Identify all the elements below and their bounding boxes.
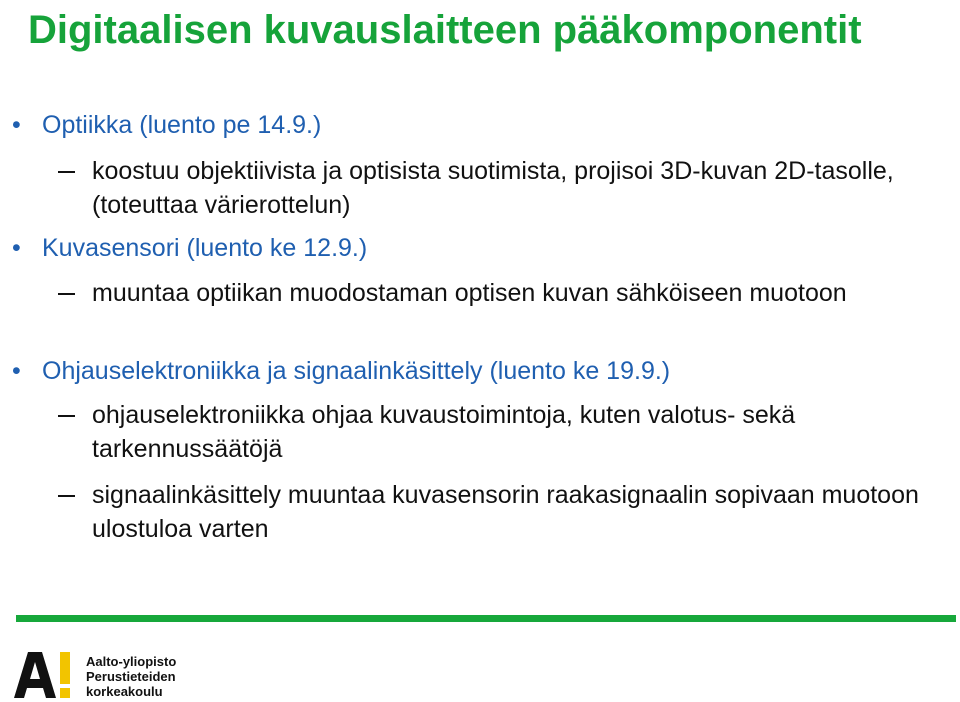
logo-text — [86, 654, 176, 699]
bullet-symbol: • — [12, 357, 21, 385]
bullet-heading: Optiikka (luento pe 14.9.) — [42, 111, 322, 139]
sub-item-text: ohjauselektroniikka ohjaa kuvaustoimintoja, kuten valotus- sekä tarkennussäätöjä — [92, 401, 796, 463]
bullet-heading: Kuvasensori (luento ke 12.9.) — [42, 234, 368, 262]
dash-marker — [58, 415, 75, 417]
sub-item-text: koostuu objektiivista ja optisista suotimista, projisoi 3D-kuvan 2D-tasolle, (toteuttaa värierottelun) — [92, 157, 894, 219]
logo-line-school-1: Perustieteiden — [86, 669, 176, 684]
logo-line-school-2: korkeakoulu — [86, 684, 163, 699]
dash-marker — [58, 171, 75, 173]
dash-marker — [58, 293, 75, 295]
sub-item-text: muuntaa optiikan muodostaman optisen kuvan sähköiseen muotoon — [92, 279, 847, 307]
sub-item-text: signaalinkäsittely muuntaa kuvasensorin raakasignaalin sopivaan muotoon ulostuloa varten — [92, 481, 919, 543]
footer-rule — [16, 615, 956, 622]
dash-marker — [58, 495, 75, 497]
bullet-symbol: • — [12, 111, 21, 139]
bullet-heading: Ohjauselektroniikka ja signaalinkäsittely (luento ke 19.9.) — [42, 357, 671, 385]
aalto-logo-icon — [14, 652, 76, 698]
bullet-symbol: • — [12, 234, 21, 262]
slide-title: Digitaalisen kuvauslaitteen pääkomponentit — [28, 8, 862, 52]
logo-line-university: Aalto-yliopisto — [86, 654, 177, 669]
